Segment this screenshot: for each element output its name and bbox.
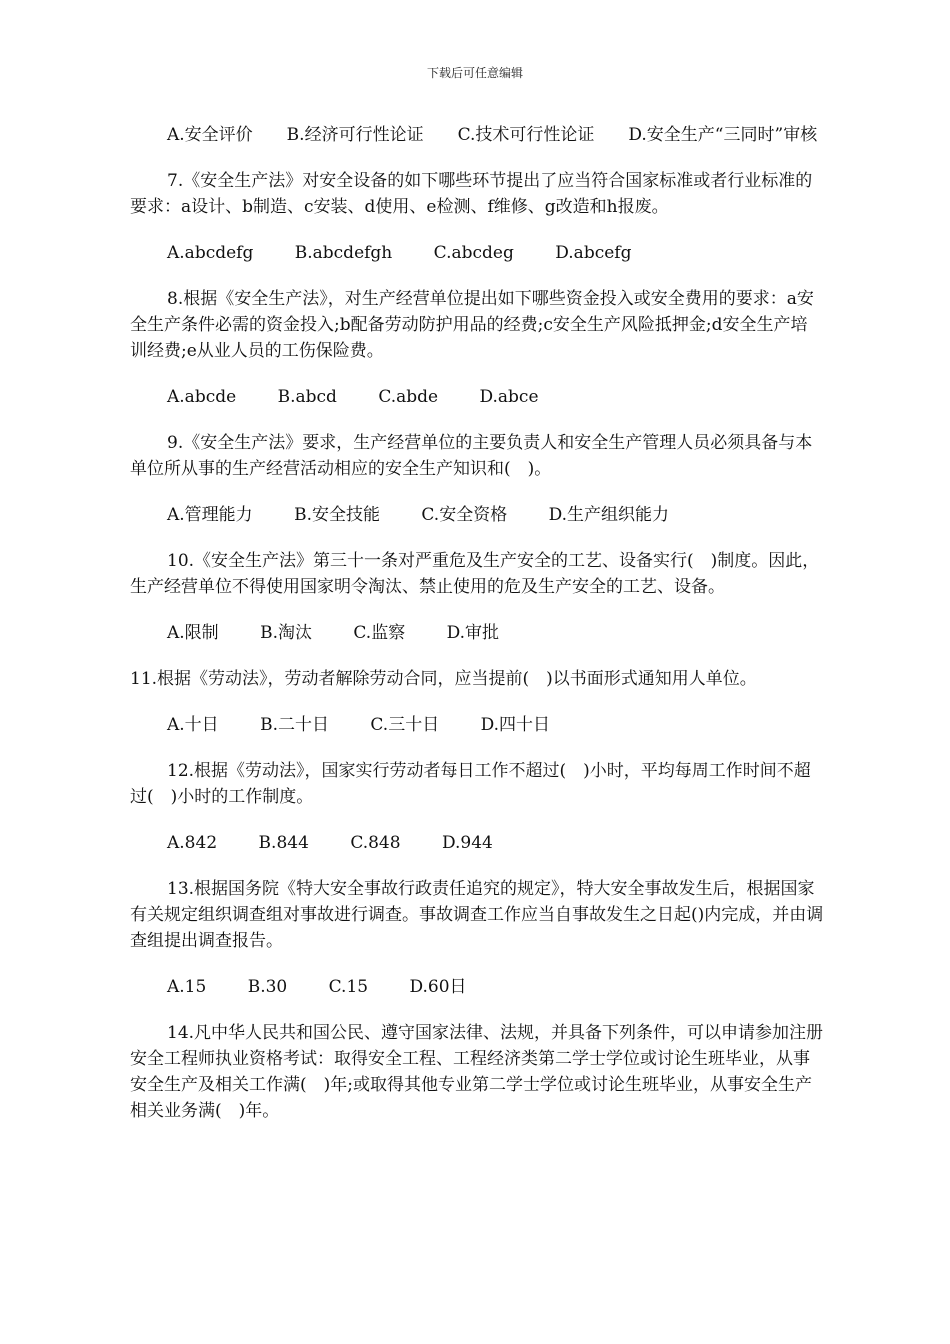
option-a: A.abcdefg: [167, 243, 254, 263]
option-c: C.848: [350, 833, 401, 853]
option-b: B.安全技能: [294, 505, 380, 525]
option-d: D.审批: [446, 623, 500, 643]
options-q11: [130, 712, 824, 738]
option-b: B.淘汰: [260, 623, 312, 643]
option-c: C.15: [328, 977, 369, 997]
option-a: A.15: [167, 977, 207, 997]
option-d: D.944: [441, 833, 493, 853]
option-d: D.abce: [479, 387, 539, 407]
option-b: B.二十日: [260, 715, 329, 735]
option-b: B.abcdefgh: [294, 243, 393, 263]
option-c: C.abde: [378, 387, 439, 407]
question-9: 9.《安全生产法》要求，生产经营单位的主要负责人和安全生产管理人员必须具备与本单位所从事的生产经营活动相应的安全生产知识和( )。: [130, 433, 813, 479]
question-14: 14.凡中华人民共和国公民、遵守国家法律、法规，并具备下列条件，可以申请参加注册安全工程师执业资格考试：取得安全工程、工程经济类第二学士学位或讨论生班毕业，从事安全生产及相关工作满( )年;或取得其他专业第二学士学位或讨论生班毕业，从事安全生产相关业务满( )年。: [130, 1023, 824, 1121]
option-c: C.abcdeg: [433, 243, 514, 263]
question-10: 10.《安全生产法》第三十一条对严重危及生产安全的工艺、设备实行( )制度。因此，生产经营单位不得使用国家明令淘汰、禁止使用的危及生产安全的工艺、设备。: [130, 551, 820, 597]
page-header: 下载后可任意编辑: [426, 66, 523, 80]
options-q8: [130, 384, 824, 410]
option-b: B.30: [247, 977, 288, 997]
option-a: A.十日: [167, 715, 219, 735]
option-a: A.限制: [167, 623, 219, 643]
option-d: D.四十日: [480, 715, 551, 735]
question-13: 13.根据国务院《特大安全事故行政责任追究的规定》，特大安全事故发生后，根据国家有关规定组织调查组对事故进行调查。事故调查工作应当自事故发生之日起()内完成，并由调查组提出调查报告。: [130, 879, 824, 951]
question-11: 11.根据《劳动法》，劳动者解除劳动合同，应当提前( )以书面形式通知用人单位。: [130, 669, 757, 689]
options-q6-wrapped: A.安全评价 B.经济可行性论证 C.技术可行性论证 D.安全生产“三同时”审核: [167, 125, 818, 145]
option-d: D.生产组织能力: [548, 505, 670, 525]
options-q10: [130, 620, 824, 646]
question-12: 12.根据《劳动法》，国家实行劳动者每日工作不超过( )小时，平均每周工作时间不超过( )小时的工作制度。: [130, 761, 811, 807]
document-body: [130, 122, 824, 1144]
option-d: D.60日: [409, 977, 467, 997]
option-a: A.管理能力: [167, 505, 253, 525]
option-d: D.abcefg: [555, 243, 632, 263]
option-c: C.安全资格: [421, 505, 508, 525]
option-b: B.844: [258, 833, 309, 853]
question-8: 8.根据《安全生产法》，对生产经营单位提出如下哪些资金投入或安全费用的要求：a安全生产条件必需的资金投入;b配备劳动防护用品的经费;c安全生产风险抵押金;d安全生产培训经费;e从业人员的工伤保险费。: [130, 289, 814, 361]
options-q7: [130, 240, 824, 266]
option-b: B.abcd: [277, 387, 337, 407]
options-q12: [130, 830, 824, 856]
option-a: A.842: [167, 833, 218, 853]
option-c: C.监察: [353, 623, 406, 643]
option-c: C.三十日: [370, 715, 440, 735]
options-q13: [130, 974, 824, 1000]
question-7: 7.《安全生产法》对安全设备的如下哪些环节提出了应当符合国家标准或者行业标准的要求：a设计、b制造、c安装、d使用、e检测、f维修、g改造和h报废。: [130, 171, 813, 217]
option-a: A.abcde: [167, 387, 237, 407]
options-q9: [130, 502, 824, 528]
